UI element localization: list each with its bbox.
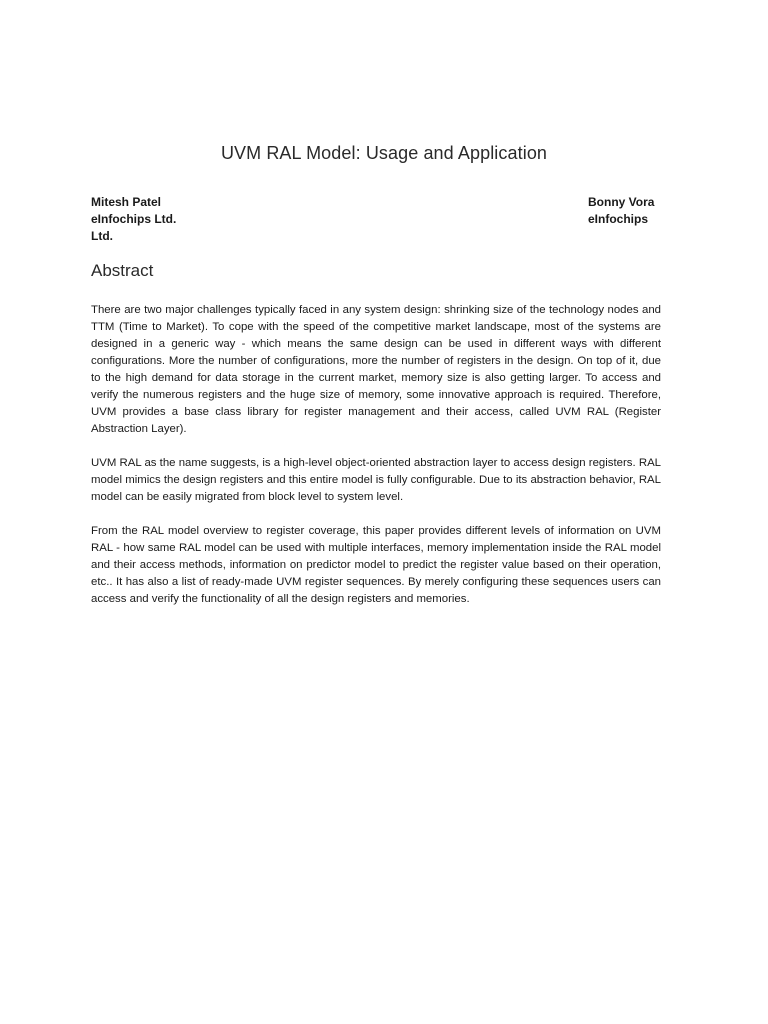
author-affiliation: eInfochips [588,212,649,226]
abstract-heading: Abstract [91,261,154,280]
author-block-left [91,194,176,245]
author-name: Mitesh Patel [91,195,162,209]
author-affiliation: eInfochips Ltd. [91,212,177,226]
abstract-paragraph: From the RAL model overview to register coverage, this paper provides different levels of information on UVM RAL - how same RAL model can be used with multiple interfaces, memory implementation inside the RAL model and their access methods, information on predictor model to predict the register value based on their operation, etc.. It has also a list of ready-made UVM register sequences. By merely configuring these sequences users can access and verify the functionality of all the design registers and memories. [91,525,661,605]
author-affiliation-continued: Ltd. [91,229,113,243]
abstract-paragraph: UVM RAL as the name suggests, is a high-level object-oriented abstraction layer to access design registers. RAL model mimics the design registers and this entire model is fully configurable. Due to its abstraction behavior, RAL model can be easily migrated from block level to system level. [91,457,661,503]
abstract-paragraph: There are two major challenges typically faced in any system design: shrinking size of the technology nodes and TTM (Time to Market). To cope with the speed of the competitive market landscape, most of the systems are designed in a generic way - which means the same design can be used in different ways with different configurations. More the number of configurations, more the number of registers in the design. On top of it, due to the high demand for data storage in the current market, memory size is also getting larger. To access and verify the numerous registers and the huge size of memory, some innovative approach is required. Therefore, UVM provides a base class library for register management and their access, called UVM RAL (Register Abstraction Layer). [91,304,661,435]
abstract-body [91,302,661,625]
author-name: Bonny Vora [588,195,655,209]
paper-title: UVM RAL Model: Usage and Application [220,143,548,163]
author-block-right [588,194,654,228]
